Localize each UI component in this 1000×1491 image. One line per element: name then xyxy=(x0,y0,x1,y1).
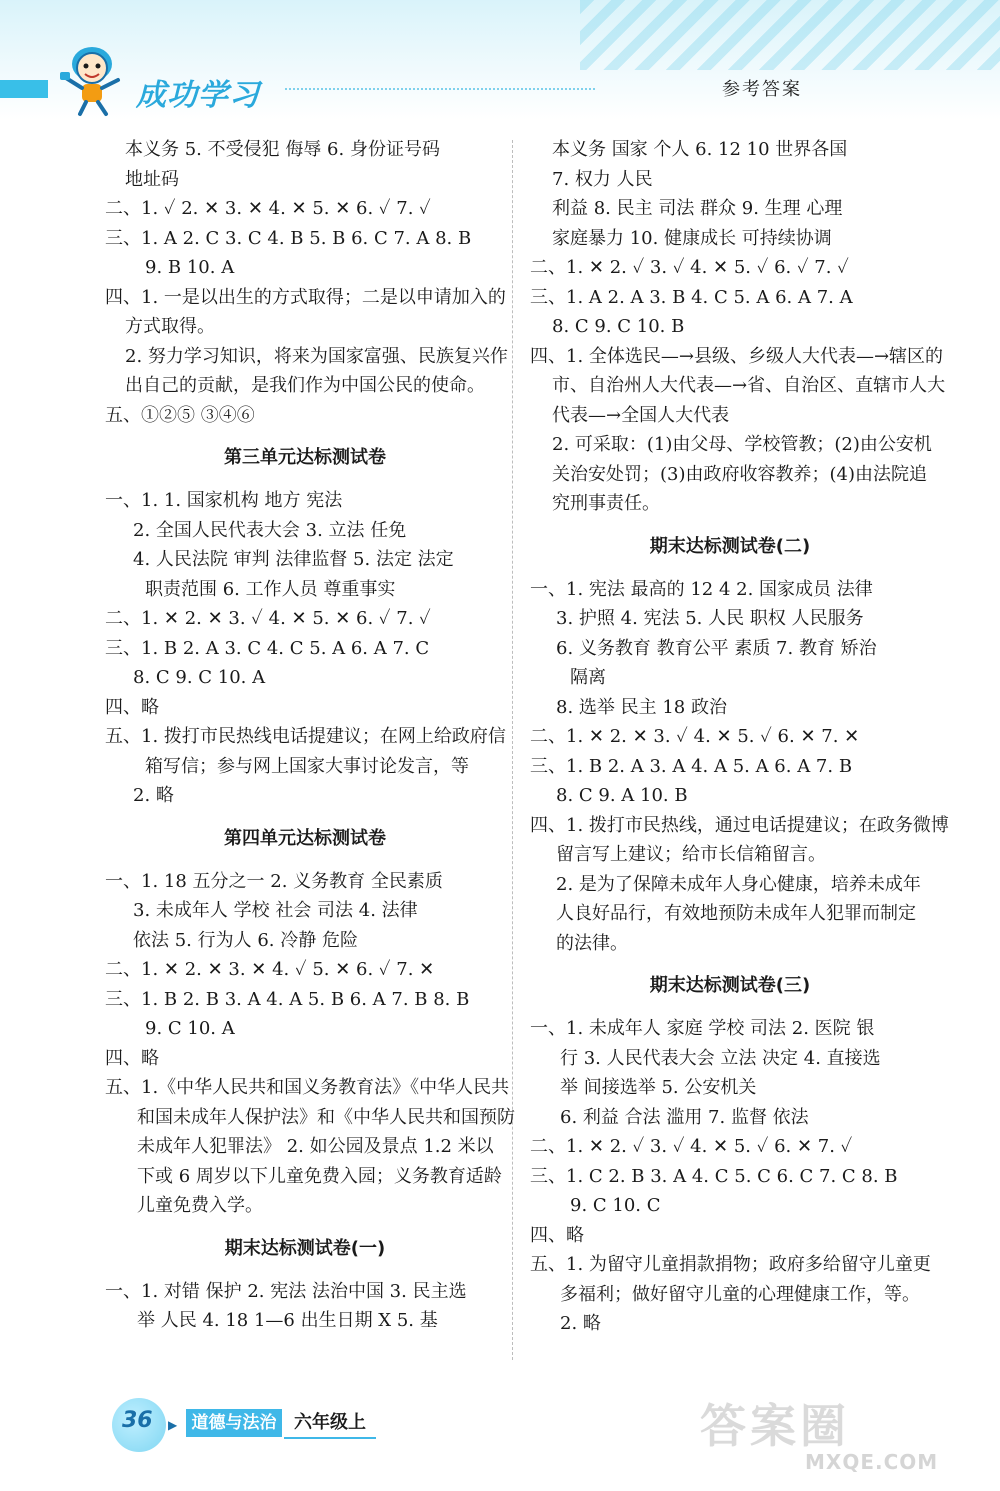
answer-line: 二、1. ✕ 2. ✕ 3. ✓ 4. ✕ 5. ✓ 6. ✕ 7. ✕ xyxy=(530,726,860,747)
answer-line: 一、1. 对错 保护 2. 宪法 法治中国 3. 民主选 xyxy=(105,1280,467,1302)
answer-line: 2. 是为了保障未成年人身心健康，培养未成年 xyxy=(556,873,921,895)
answer-line: 三、1. B 2. A 3. A 4. A 5. A 6. A 7. B xyxy=(530,755,853,777)
answer-line: 一、1. 18 五分之一 2. 义务教育 全民素质 xyxy=(105,870,443,892)
answer-line: 市、自治州人大代表—→省、自治区、直辖市人大 xyxy=(552,375,946,396)
answer-line: 9. C 10. A xyxy=(145,1018,235,1039)
header-dotted-rule xyxy=(285,88,595,90)
answer-line: 和国未成年人保护法》和《中华人民共和国预防 xyxy=(137,1106,515,1128)
answer-line: 三、1. B 2. B 3. A 4. A 5. B 6. A 7. B 8. B xyxy=(105,988,470,1010)
watermark-url: MXQE.COM xyxy=(805,1450,939,1474)
answer-line: 一、1. 未成年人 家庭 学校 司法 2. 医院 银 xyxy=(530,1018,875,1039)
answer-line: 二、1. ✕ 2. ✓ 3. ✓ 4. ✕ 5. ✓ 6. ✓ 7. ✓ xyxy=(530,257,849,278)
answer-line: 三、1. A 2. A 3. B 4. C 5. A 6. A 7. A xyxy=(530,286,853,308)
answer-line: 3. 未成年人 学校 社会 司法 4. 法律 xyxy=(133,900,418,921)
answer-line: 2. 努力学习知识，将来为国家富强、民族复兴作 xyxy=(125,345,508,367)
answer-line: 留言写上建议；给市长信箱留言。 xyxy=(556,844,826,865)
answer-line: 8. C 9. A 10. B xyxy=(556,785,688,806)
answer-line: 行 3. 人民代表大会 立法 决定 4. 直接选 xyxy=(560,1047,881,1069)
answer-line: 五、1. 为留守儿童捐款捐物；政府多给留守儿童更 xyxy=(530,1254,931,1275)
answer-line: 2. 略 xyxy=(133,785,174,806)
answer-line: 四、1. 全体选民—→县级、乡级人大代表—→辖区的 xyxy=(530,345,944,367)
section-label: 参考答案 xyxy=(722,79,802,100)
answer-line: 二、1. ✕ 2. ✕ 3. ✕ 4. ✓ 5. ✕ 6. ✓ 7. ✕ xyxy=(105,959,435,980)
answer-line: 三、1. C 2. B 3. A 4. C 5. C 6. C 7. C 8. B xyxy=(530,1165,898,1187)
right-column xyxy=(530,135,949,1339)
answer-line: 四、略 xyxy=(530,1224,584,1246)
answer-line: 2. 全国人民代表大会 3. 立法 任免 xyxy=(133,519,407,541)
answer-line: 9. C 10. C xyxy=(570,1195,661,1216)
answer-line: 依法 5. 行为人 6. 冷静 危险 xyxy=(133,929,358,951)
answer-line: 7. 权力 人民 xyxy=(552,168,653,190)
answer-line: 多福利；做好留守儿童的心理健康工作，等。 xyxy=(560,1283,920,1305)
answer-line: 究刑事责任。 xyxy=(552,493,660,514)
answer-line: 出自己的贡献，是我们作为中国公民的使命。 xyxy=(125,375,485,396)
answer-line: 举 间接选举 5. 公安机关 xyxy=(560,1077,757,1098)
answer-line: 二、1. ✓ 2. ✕ 3. ✕ 4. ✕ 5. ✕ 6. ✓ 7. ✓ xyxy=(105,198,431,219)
answer-line: 8. 选举 民主 18 政治 xyxy=(556,696,727,718)
answer-line: 四、1. 一是以出生的方式取得；二是以申请加入的 xyxy=(105,286,506,308)
answer-line: 四、略 xyxy=(105,1047,159,1069)
answer-line: 本义务 国家 个人 6. 12 10 世界各国 xyxy=(552,139,848,160)
answer-line: 2. 可采取：(1)由父母、学校管教；(2)由公安机 xyxy=(552,434,932,455)
section-title: 期末达标测试卷(一) xyxy=(224,1237,386,1259)
answer-line: 人良好品行，有效地预防未成年人犯罪而制定 xyxy=(556,903,916,924)
subject-label: 道德与法治 xyxy=(186,1409,282,1437)
answer-line: 五、1. 拨打市民热线电话提建议；在网上给政府信 xyxy=(105,726,506,747)
answer-line: 的法律。 xyxy=(556,932,628,954)
section-title: 第四单元达标测试卷 xyxy=(224,827,386,849)
answer-line: 4. 人民法院 审判 法律监督 5. 法定 法定 xyxy=(133,549,454,570)
section-title: 期末达标测试卷(三) xyxy=(649,975,811,996)
section-title: 第三单元达标测试卷 xyxy=(224,447,386,468)
answer-line: 家庭暴力 10. 健康成长 可持续协调 xyxy=(552,227,832,249)
answer-line: 儿童免费入学。 xyxy=(137,1195,263,1216)
answer-line: 下或 6 周岁以下儿童免费入园；义务教育适龄 xyxy=(137,1165,502,1187)
answer-line: 2. 略 xyxy=(560,1313,601,1334)
answer-line: 箱写信；参与网上国家大事讨论发言，等 xyxy=(145,755,469,777)
answer-line: 四、1. 拨打市民热线，通过电话提建议；在政务微博 xyxy=(530,814,949,836)
answer-line: 利益 8. 民主 司法 群众 9. 生理 心理 xyxy=(552,198,843,219)
answer-line: 本义务 5. 不受侵犯 侮辱 6. 身份证号码 xyxy=(125,139,440,160)
brand-title: 成功学习 xyxy=(136,78,260,113)
header-accent-bar xyxy=(0,80,48,98)
answer-line: 3. 护照 4. 宪法 5. 人民 职权 人民服务 xyxy=(556,608,864,629)
page-number: 36 xyxy=(122,1408,153,1433)
answer-line: 五、①②⑤ ③④⑥ xyxy=(105,404,255,426)
answer-line: 举 人民 4. 18 1—6 出生日期 X 5. 基 xyxy=(137,1310,438,1331)
answer-line: 未成年人犯罪法》 2. 如公园及景点 1.2 米以 xyxy=(137,1136,494,1157)
answer-line: 三、1. A 2. C 3. C 4. B 5. B 6. C 7. A 8. B xyxy=(105,227,472,249)
answer-line: 五、1.《中华人民共和国义务教育法》《中华人民共 xyxy=(105,1077,510,1098)
answer-line: 9. B 10. A xyxy=(145,257,235,278)
answer-line: 代表—→全国人大代表 xyxy=(552,404,730,426)
left-column xyxy=(105,135,515,1336)
section-title: 期末达标测试卷(二) xyxy=(649,535,811,557)
answer-line: 6. 义务教育 教育公平 素质 7. 教育 矫治 xyxy=(556,637,877,659)
column-divider xyxy=(512,140,513,1360)
mascot-logo-icon xyxy=(52,42,132,118)
answer-line: 方式取得。 xyxy=(125,316,215,337)
answer-line: 8. C 9. C 10. A xyxy=(133,667,266,688)
footer-arrow-icon: ▶ xyxy=(168,1418,178,1432)
answer-line: 二、1. ✕ 2. ✕ 3. ✓ 4. ✕ 5. ✕ 6. ✓ 7. ✓ xyxy=(105,608,431,629)
grade-label: 六年级上 xyxy=(284,1409,376,1439)
answer-line: 二、1. ✕ 2. ✓ 3. ✓ 4. ✕ 5. ✓ 6. ✕ 7. ✓ xyxy=(530,1136,853,1157)
answer-line: 隔离 xyxy=(570,667,606,688)
answer-line: 一、1. 1. 国家机构 地方 宪法 xyxy=(105,490,343,511)
answer-line: 关治安处罚；(3)由政府收容教养；(4)由法院追 xyxy=(552,463,927,485)
answer-line: 地址码 xyxy=(125,168,179,190)
answer-line: 6. 利益 合法 滥用 7. 监督 依法 xyxy=(560,1106,809,1128)
watermark-logo: 答案圈 xyxy=(700,1399,850,1453)
answer-line: 职责范围 6. 工作人员 尊重事实 xyxy=(145,578,396,600)
answer-line: 四、略 xyxy=(105,696,159,718)
answer-line: 三、1. B 2. A 3. C 4. C 5. A 6. A 7. C xyxy=(105,637,430,659)
answer-line: 8. C 9. C 10. B xyxy=(552,316,685,337)
answer-line: 一、1. 宪法 最高的 12 4 2. 国家成员 法律 xyxy=(530,578,873,600)
